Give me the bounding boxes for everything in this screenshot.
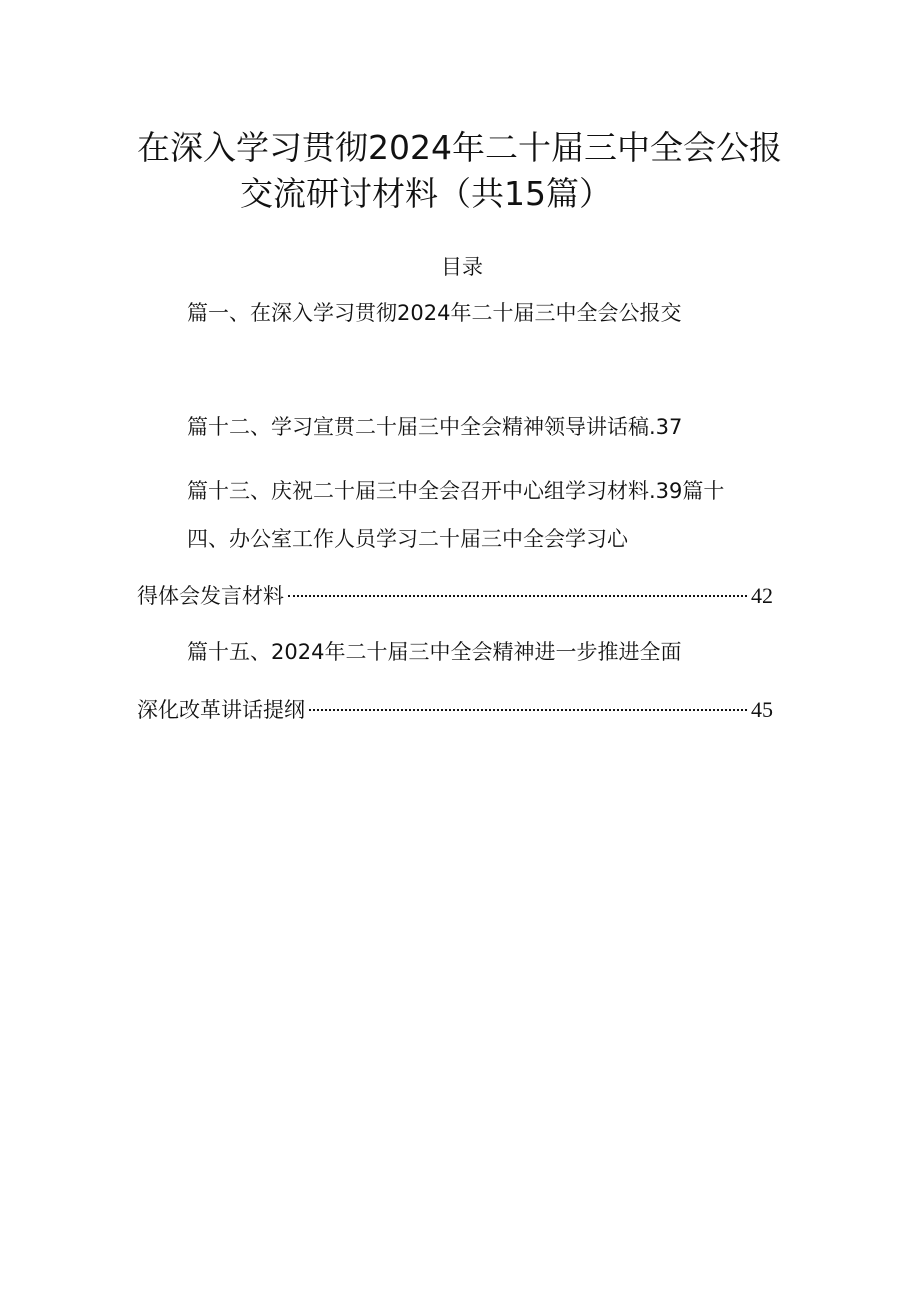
toc-entry-14-line-1[interactable]: 四、办公室工作人员学习二十届三中全会学习心 [187, 527, 628, 551]
toc-heading: 目录 [441, 255, 483, 279]
dot-leader [288, 595, 747, 597]
document-title-line-2: 交流研讨材料（共15篇） [240, 174, 612, 213]
toc-entry-15-line-2[interactable] [137, 695, 773, 725]
dot-leader [309, 709, 747, 711]
toc-entry-15-line-1[interactable]: 篇十五、2024年二十届三中全会精神进一步推进全面 [187, 640, 682, 664]
toc-entry-14-line-2[interactable] [137, 581, 773, 611]
document-title-line-1: 在深入学习贯彻2024年二十届三中全会公报 [137, 128, 782, 167]
toc-page-number: 45 [751, 697, 773, 722]
toc-entry-13[interactable]: 篇十三、庆祝二十届三中全会召开中心组学习材料.39篇十 [187, 479, 725, 503]
toc-page-number: 42 [751, 583, 773, 608]
toc-entry-1[interactable]: 篇一、在深入学习贯彻2024年二十届三中全会公报交 [187, 301, 682, 325]
toc-entry-label: 得体会发言材料 [137, 584, 284, 608]
toc-entry-label: 深化改革讲话提纲 [137, 698, 305, 722]
toc-entry-12[interactable]: 篇十二、学习宣贯二十届三中全会精神领导讲话稿.37 [187, 415, 683, 439]
